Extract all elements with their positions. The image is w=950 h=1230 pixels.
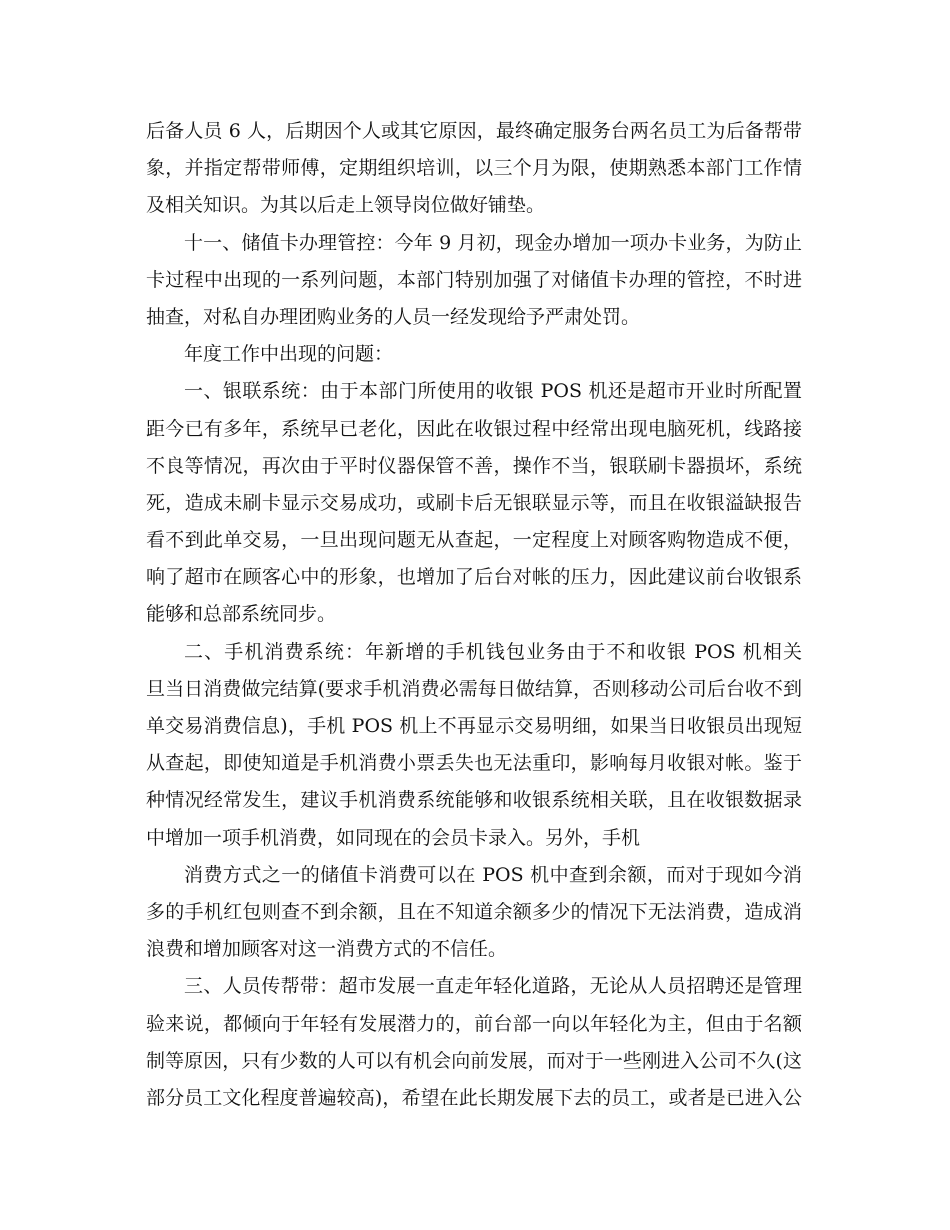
text-line: 响了超市在顾客心中的形象，也增加了后台对帐的压力，因此建议前台收银系 <box>146 566 802 589</box>
text-line: 能够和总部系统同步。 <box>146 603 337 626</box>
text-line: 死，造成未刷卡显示交易成功，或刷卡后无银联显示等，而且在收银溢缺报告 <box>146 491 802 514</box>
text-line: 看不到此单交易，一旦出现问题无从查起，一定程度上对顾客购物造成不便， <box>146 529 802 552</box>
text-line: 二、手机消费系统：年新增的手机钱包业务由于不和收银 POS 机相关 <box>184 640 802 663</box>
text-line: 距今已有多年，系统早已老化，因此在收银过程中经常出现电脑死机，线路接 <box>146 417 802 440</box>
text-line: 三、人员传帮带：超市发展一直走年轻化道路，无论从人员招聘还是管理 <box>184 975 802 998</box>
text-line: 一、银联系统：由于本部门所使用的收银 POS 机还是超市开业时所配置 <box>184 380 802 403</box>
text-line: 消费方式之一的储值卡消费可以在 POS 机中查到余额，而对于现如今消 <box>184 863 802 886</box>
text-line: 旦当日消费做完结算(要求手机消费必需每日做结算，否则移动公司后台收不到 <box>146 677 802 700</box>
text-line: 种情况经常发生，建议手机消费系统能够和收银系统相关联，且在收银数据录 <box>146 789 802 812</box>
text-line: 单交易消费信息)，手机 POS 机上不再显示交易明细，如果当日收银员出现短 <box>146 715 802 737</box>
text-line: 后备人员 6 人，后期因个人或其它原因，最终确定服务台两名员工为后备帮带 <box>146 120 802 142</box>
text-line: 从查起，即使知道是手机消费小票丢失也无法重印，影响每月收银对帐。鉴于 <box>146 752 802 775</box>
text-line: 十一、储值卡办理管控：今年 9 月初，现金办增加一项办卡业务，为防止 <box>184 231 802 254</box>
text-line: 及相关知识。为其以后走上领导岗位做好铺垫。 <box>146 194 546 217</box>
text-line: 部分员工文化程度普遍较高)，希望在此长期发展下去的员工，或者是已进入公 <box>146 1086 802 1109</box>
text-line: 卡过程中出现的一系列问题，本部门特别加强了对储值卡办理的管控，不时进 <box>146 268 802 291</box>
section-heading: 年度工作中出现的问题： <box>184 343 394 366</box>
text-line: 不良等情况，再次由于平时仪器保管不善，操作不当，银联刷卡器损坏，系统 <box>146 454 802 477</box>
document-body <box>146 113 802 1117</box>
text-line: 中增加一项手机消费，如同现在的会员卡录入。另外，手机 <box>146 826 641 849</box>
text-line: 抽查，对私自办理团购业务的人员一经发现给予严肃处罚。 <box>146 305 641 328</box>
text-line: 浪费和增加顾客对这一消费方式的不信任。 <box>146 938 508 961</box>
text-line: 制等原因，只有少数的人可以有机会向前发展，而对于一些刚进入公司不久(这 <box>146 1049 802 1072</box>
text-line: 象，并指定帮带师傅，定期组织培训，以三个月为限，使期熟悉本部门工作情 <box>146 157 802 180</box>
text-line: 多的手机红包则查不到余额，且在不知道余额多少的情况下无法消费，造成消 <box>146 900 802 923</box>
text-line: 验来说，都倾向于年轻有发展潜力的，前台部一向以年轻化为主，但由于名额 <box>146 1012 802 1035</box>
